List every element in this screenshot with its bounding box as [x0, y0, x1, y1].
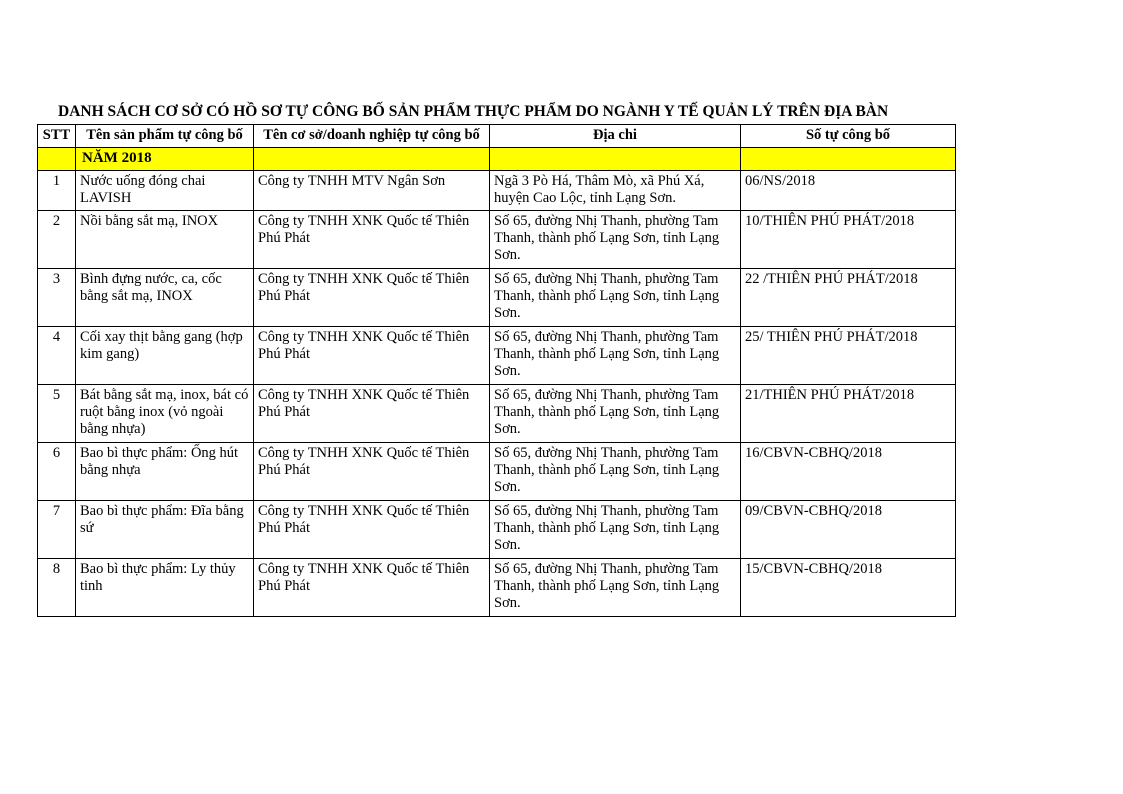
cell-product: Bao bì thực phẩm: Ly thủy tinh [76, 559, 254, 617]
cell-stt: 5 [38, 385, 76, 443]
table-row [38, 171, 956, 211]
cell-number: 22 /THIÊN PHÚ PHÁT/2018 [741, 269, 956, 327]
year-group-number-cell [741, 148, 956, 171]
cell-address: Ngã 3 Pò Há, Thâm Mò, xã Phú Xá, huyện Cao Lộc, tỉnh Lạng Sơn. [490, 171, 741, 211]
table-row [38, 327, 956, 385]
year-group-address-cell [490, 148, 741, 171]
cell-number: 25/ THIÊN PHÚ PHÁT/2018 [741, 327, 956, 385]
cell-number: 15/CBVN-CBHQ/2018 [741, 559, 956, 617]
cell-number: 16/CBVN-CBHQ/2018 [741, 443, 956, 501]
cell-product: Bát bằng sắt mạ, inox, bát có ruột bằng inox (vỏ ngoài bằng nhựa) [76, 385, 254, 443]
cell-number: 21/THIÊN PHÚ PHÁT/2018 [741, 385, 956, 443]
table-row [38, 559, 956, 617]
cell-address: Số 65, đường Nhị Thanh, phường Tam Thanh, thành phố Lạng Sơn, tỉnh Lạng Sơn. [490, 559, 741, 617]
table-header-row [38, 125, 956, 148]
column-header-address: Địa chi [490, 125, 741, 148]
cell-address: Số 65, đường Nhị Thanh, phường Tam Thanh, thành phố Lạng Sơn, tỉnh Lạng Sơn. [490, 327, 741, 385]
year-group-row [38, 148, 956, 171]
cell-product: Cối xay thịt bằng gang (hợp kim gang) [76, 327, 254, 385]
cell-company: Công ty TNHH MTV Ngân Sơn [254, 171, 490, 211]
cell-stt: 6 [38, 443, 76, 501]
cell-company: Công ty TNHH XNK Quốc tế Thiên Phú Phát [254, 559, 490, 617]
cell-company: Công ty TNHH XNK Quốc tế Thiên Phú Phát [254, 443, 490, 501]
table-body [38, 148, 956, 617]
cell-product: Bao bì thực phẩm: Đĩa bằng sứ [76, 501, 254, 559]
page-title: DANH SÁCH CƠ SỞ CÓ HỒ SƠ TỰ CÔNG BỐ SẢN PHẨM THỰC PHẨM DO NGÀNH Y TẾ QUẢN LÝ TRÊN ĐỊA BÀN [58, 103, 889, 120]
cell-company: Công ty TNHH XNK Quốc tế Thiên Phú Phát [254, 385, 490, 443]
cell-stt: 2 [38, 211, 76, 269]
cell-company: Công ty TNHH XNK Quốc tế Thiên Phú Phát [254, 501, 490, 559]
cell-stt: 1 [38, 171, 76, 211]
cell-product: Bao bì thực phẩm: Ống hút bằng nhựa [76, 443, 254, 501]
cell-address: Số 65, đường Nhị Thanh, phường Tam Thanh, thành phố Lạng Sơn, tỉnh Lạng Sơn. [490, 385, 741, 443]
cell-stt: 3 [38, 269, 76, 327]
table-row [38, 443, 956, 501]
declaration-table [37, 124, 956, 617]
cell-product: Nồi bằng sắt mạ, INOX [76, 211, 254, 269]
cell-company: Công ty TNHH XNK Quốc tế Thiên Phú Phát [254, 269, 490, 327]
cell-address: Số 65, đường Nhị Thanh, phường Tam Thanh, thành phố Lạng Sơn, tỉnh Lạng Sơn. [490, 211, 741, 269]
column-header-number: Số tự công bố [741, 125, 956, 148]
year-group-label: NĂM 2018 [76, 148, 254, 171]
cell-stt: 7 [38, 501, 76, 559]
cell-company: Công ty TNHH XNK Quốc tế Thiên Phú Phát [254, 211, 490, 269]
table-header [38, 125, 956, 148]
table-row [38, 385, 956, 443]
cell-number: 06/NS/2018 [741, 171, 956, 211]
cell-address: Số 65, đường Nhị Thanh, phường Tam Thanh, thành phố Lạng Sơn, tỉnh Lạng Sơn. [490, 443, 741, 501]
cell-product: Nước uống đóng chai LAVISH [76, 171, 254, 211]
cell-address: Số 65, đường Nhị Thanh, phường Tam Thanh, thành phố Lạng Sơn, tỉnh Lạng Sơn. [490, 269, 741, 327]
column-header-product: Tên sản phẩm tự công bố [76, 125, 254, 148]
cell-number: 10/THIÊN PHÚ PHÁT/2018 [741, 211, 956, 269]
table-row [38, 269, 956, 327]
cell-company: Công ty TNHH XNK Quốc tế Thiên Phú Phát [254, 327, 490, 385]
table-row [38, 211, 956, 269]
cell-product: Bình đựng nước, ca, cốc bằng sắt mạ, INOX [76, 269, 254, 327]
year-group-company-cell [254, 148, 490, 171]
year-group-stt-cell [38, 148, 76, 171]
table-row [38, 501, 956, 559]
cell-number: 09/CBVN-CBHQ/2018 [741, 501, 956, 559]
cell-stt: 8 [38, 559, 76, 617]
column-header-company: Tên cơ sở/doanh nghiệp tự công bố [254, 125, 490, 148]
column-header-stt: STT [38, 125, 76, 148]
cell-stt: 4 [38, 327, 76, 385]
cell-address: Số 65, đường Nhị Thanh, phường Tam Thanh, thành phố Lạng Sơn, tỉnh Lạng Sơn. [490, 501, 741, 559]
